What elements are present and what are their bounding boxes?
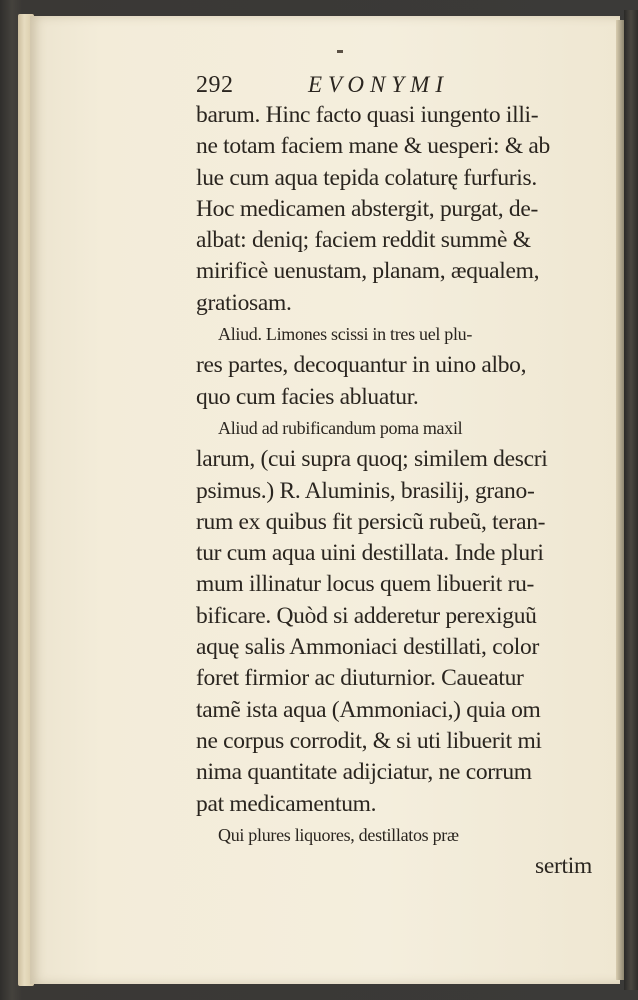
text-line: rum ex quibus fit persicũ rubeũ, teran-: [196, 508, 546, 535]
text-line: psimus.) R. Aluminis, brasilij, grano-: [196, 477, 535, 504]
running-head: [196, 72, 496, 102]
text-line: quo cum facies abluatur.: [196, 383, 419, 410]
text-line: sertim: [535, 853, 592, 880]
text-line: Hoc medicamen abstergit, purgat, de-: [196, 195, 539, 222]
header-title: EVONYMI: [308, 72, 449, 97]
text-line: ne corpus corrodit, & si uti libuerit mi: [196, 727, 542, 754]
text-line: tamẽ ista aqua (Ammoniaci,) quia om: [196, 696, 541, 723]
page-number: 292: [196, 72, 234, 98]
text-line: Qui plures liquores, destillatos præ: [218, 824, 459, 845]
text-line: res partes, decoquantur in uino albo,: [196, 352, 527, 379]
text-line: bificare. Quòd si adderetur perexiguũ: [196, 602, 537, 629]
text-line: aquę salis Ammoniaci destillati, color: [196, 634, 539, 661]
text-line: larum, (cui supra quoq; similem descri: [196, 446, 548, 473]
text-line: barum. Hinc facto quasi iungento illi-: [196, 102, 539, 128]
ink-mark: [337, 50, 343, 53]
text-line: foret firmior ac diuturnior. Caueatur: [196, 665, 524, 692]
text-line: gratiosam.: [196, 289, 292, 316]
text-line: tur cum aqua uini destillata. Inde pluri: [196, 540, 544, 567]
text-line: albat: deniq; faciem reddit summè &: [196, 227, 531, 254]
text-line: pat medicamentum.: [196, 790, 377, 817]
next-page-edge: [624, 10, 638, 990]
text-line: lue cum aqua tepida colaturę furfuris.: [196, 164, 537, 191]
body-text: [196, 100, 598, 882]
text-line: mirificè uenustam, planam, æqualem,: [196, 258, 540, 285]
text-line: mum illinatur locus quem libuerit ru-: [196, 571, 535, 598]
text-line: Aliud. Limones scissi in tres uel plu-: [218, 324, 473, 345]
text-line: nima quantitate adijciatur, ne corrum: [196, 759, 532, 786]
text-line: Aliud ad rubificandum poma maxil: [218, 417, 463, 438]
text-line: ne totam faciem mane & uesperi: & ab: [196, 133, 550, 160]
